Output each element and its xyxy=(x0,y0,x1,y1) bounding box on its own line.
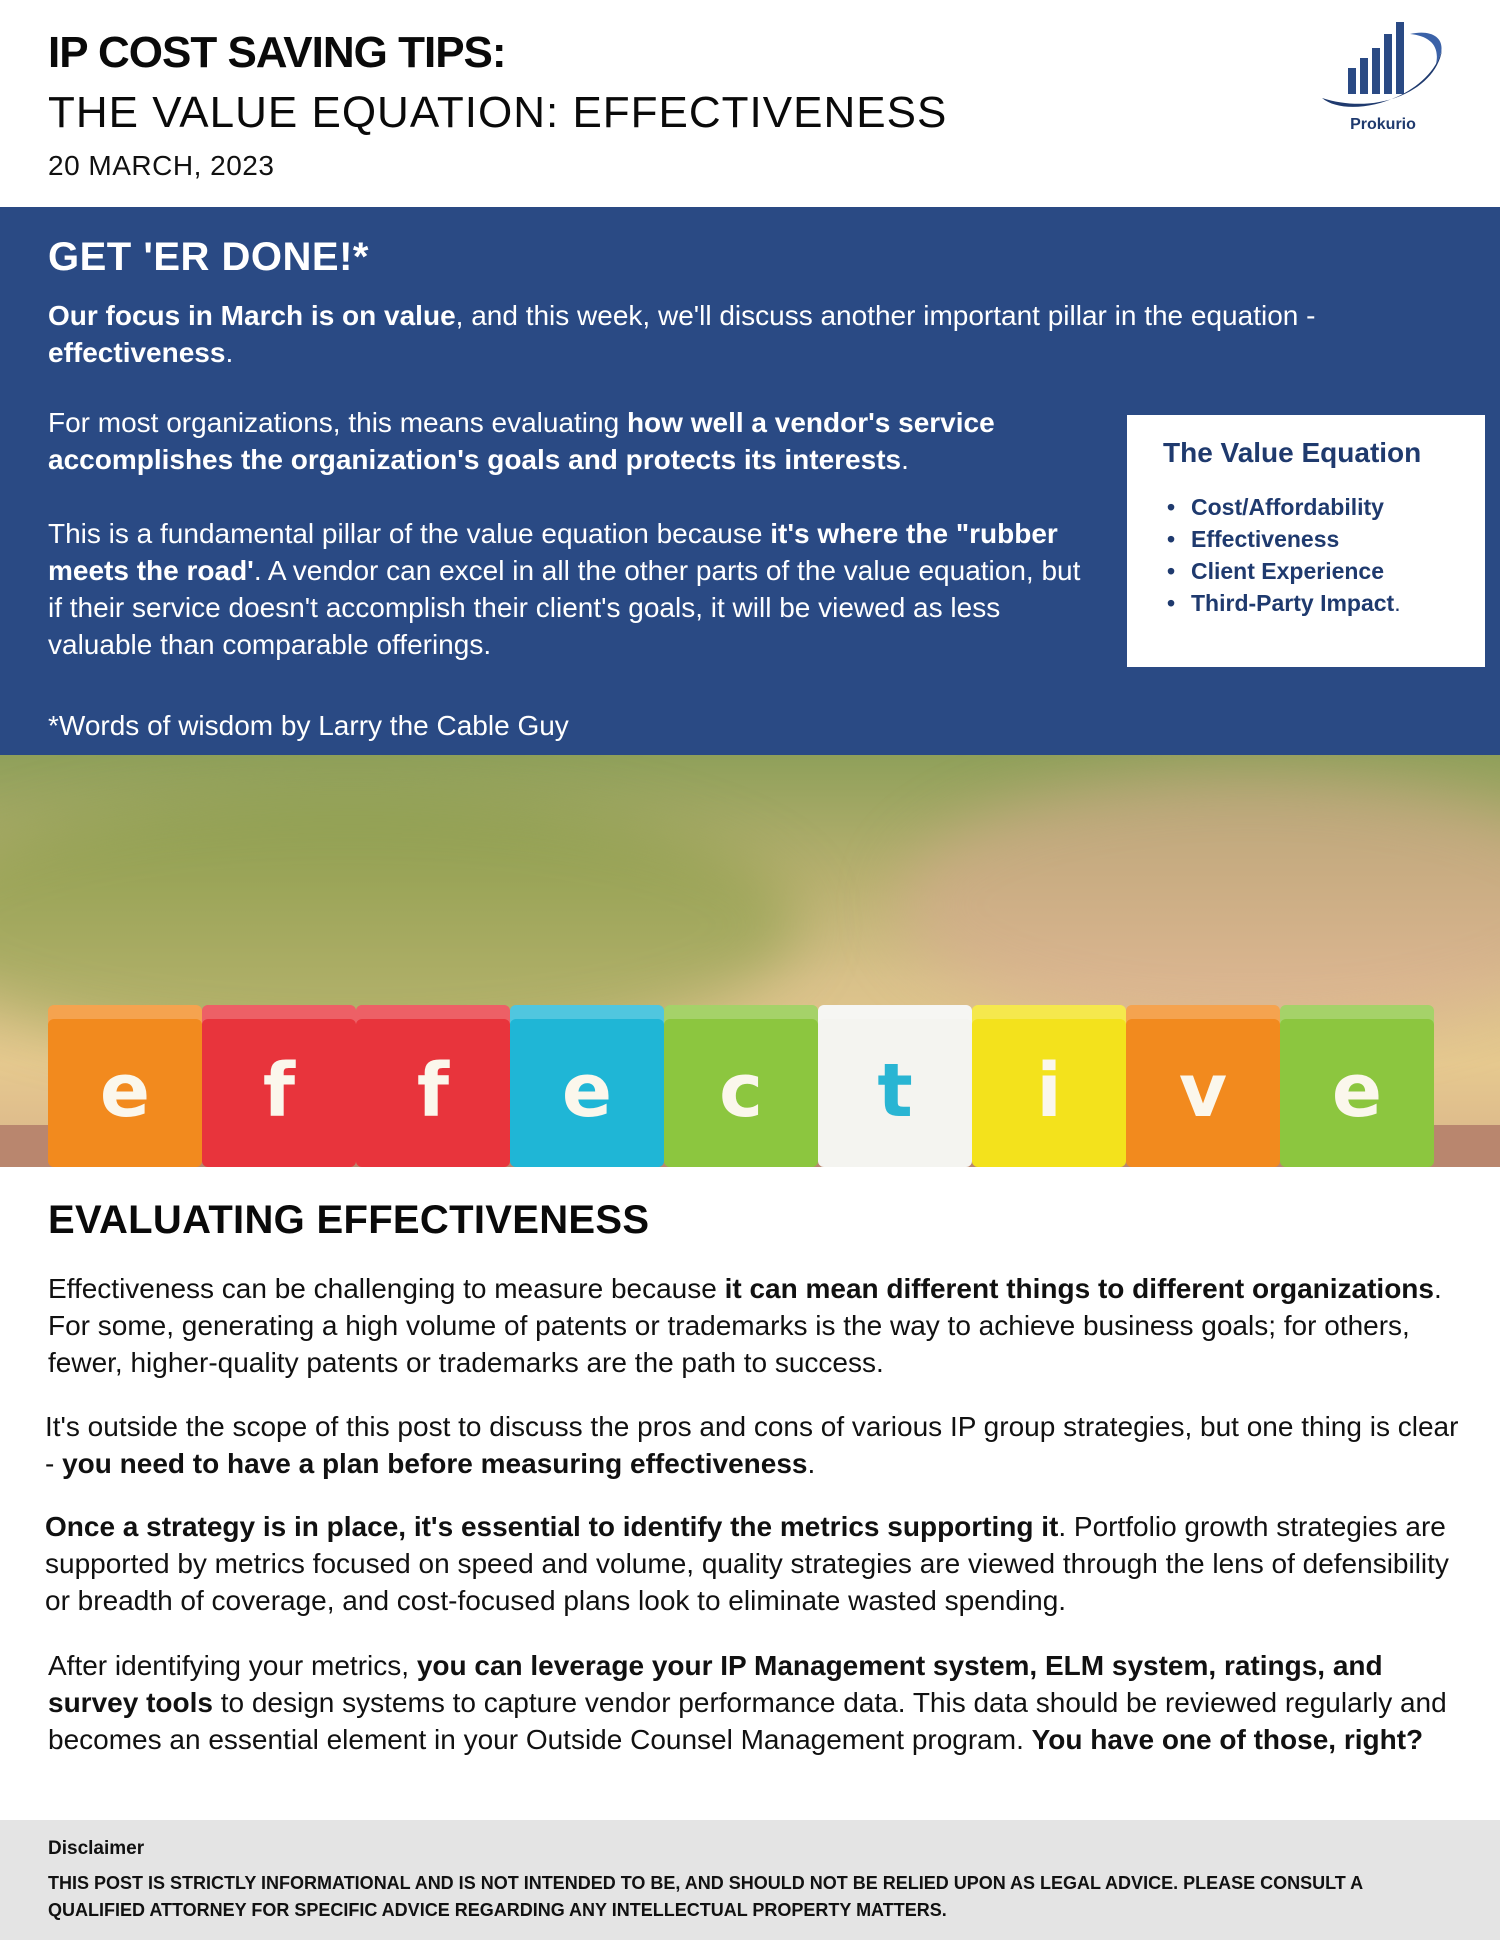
value-item: • Client Experience xyxy=(1163,555,1449,587)
a1-end: . For some, generating a high volume of patents or trademarks is the way to achieve business goals; for others, fewer, higher-quality patents or trademarks are the path to success. xyxy=(48,1273,1442,1378)
intro-p2-end: . xyxy=(901,444,909,475)
block-letter: i xyxy=(1036,1048,1062,1134)
intro-paragraph-3 xyxy=(48,515,1098,663)
block-letter: e xyxy=(561,1048,613,1134)
intro-p2-text: For most organizations, this means evaluating xyxy=(48,407,627,438)
a2-bold: you need to have a plan before measuring effectiveness xyxy=(62,1448,808,1479)
letter-block xyxy=(818,1005,972,1167)
page-header xyxy=(0,0,1500,207)
prokurio-logo xyxy=(1318,20,1448,140)
intro-p1-text: , and this week, we'll discuss another important pillar in the equation - xyxy=(455,300,1316,331)
value-equation-list xyxy=(1163,491,1449,619)
block-letter: e xyxy=(99,1048,151,1134)
letter-block xyxy=(972,1005,1126,1167)
intro-footnote: *Words of wisdom by Larry the Cable Guy xyxy=(48,710,569,741)
bar-chart-logo-icon xyxy=(1318,20,1448,120)
a3-text: . Portfolio growth strategies are supported by metrics focused on speed and volume, quality strategies are viewed through the lens of defensibility or breadth of coverage, and cost-focused plans look to eliminate wasted spending. xyxy=(45,1511,1449,1616)
page-title: IP COST SAVING TIPS: xyxy=(48,28,506,77)
a1-bold: it can mean different things to different organizations xyxy=(724,1273,1434,1304)
background-bokeh xyxy=(900,775,1500,1035)
a4-text: After identifying your metrics, xyxy=(48,1650,417,1681)
block-letter: c xyxy=(719,1048,763,1134)
section-heading: EVALUATING EFFECTIVENESS xyxy=(48,1198,650,1242)
article-paragraph-2 xyxy=(45,1408,1465,1482)
article-paragraph-3 xyxy=(45,1508,1465,1619)
intro-p1-end: . xyxy=(225,337,234,368)
a2-end: . xyxy=(807,1448,816,1479)
disclaimer-section xyxy=(0,1820,1500,1940)
disclaimer-heading: Disclaimer xyxy=(48,1838,145,1859)
letter-block xyxy=(664,1005,818,1167)
value-item: • Effectiveness xyxy=(1163,523,1449,555)
intro-paragraph-2 xyxy=(48,404,1098,478)
letter-block xyxy=(1280,1005,1434,1167)
a2-text: It's outside the scope of this post to discuss the pros and cons of various IP group strategies, but one thing is clear - xyxy=(45,1411,1459,1479)
block-letter: v xyxy=(1178,1048,1228,1134)
article-paragraph-1 xyxy=(48,1270,1468,1381)
block-letter: f xyxy=(416,1048,450,1134)
a4-text-2: to design systems to capture vendor performance data. This data should be reviewed regularly and becomes an essential element in your Outside Counsel Management program. xyxy=(48,1687,1447,1755)
block-letter: e xyxy=(1331,1048,1383,1134)
logo-wordmark: Prokurio xyxy=(1350,116,1416,133)
intro-p1-bold: Our focus in March is on value xyxy=(48,300,456,331)
intro-p3-end: . A vendor can excel in all the other parts of the value equation, but if their service doesn't accomplish their client's goals, it will be viewed as less valuable than comparable offerings. xyxy=(48,555,1081,660)
value-item xyxy=(1163,587,1449,619)
letter-block xyxy=(356,1005,510,1167)
value-item: • Cost/Affordability xyxy=(1163,491,1449,523)
value-equation-box xyxy=(1127,415,1485,667)
intro-p3-bold: it's where the "rubber meets the road' xyxy=(48,518,1058,586)
article-paragraph-4 xyxy=(48,1647,1468,1758)
intro-heading: GET 'ER DONE!* xyxy=(48,235,369,279)
letter-block xyxy=(48,1005,202,1167)
a4-bold: you can leverage your IP Management system, ELM system, ratings, and survey tools xyxy=(48,1650,1383,1718)
intro-section xyxy=(0,207,1500,755)
intro-p3-text: This is a fundamental pillar of the value equation because xyxy=(48,518,771,549)
a3-bold: Once a strategy is in place, it's essential to identify the metrics supporting it xyxy=(45,1511,1059,1542)
value-item-suffix: . xyxy=(1394,590,1401,616)
post-date: 20 MARCH, 2023 xyxy=(48,150,275,181)
block-letter: f xyxy=(262,1048,296,1134)
a1-text: Effectiveness can be challenging to measure because xyxy=(48,1273,725,1304)
intro-p2-bold: how well a vendor's service accomplishes the organization's goals and protects its interests xyxy=(48,407,995,475)
value-item-label: Third-Party Impact xyxy=(1191,590,1395,616)
letter-block xyxy=(202,1005,356,1167)
effective-blocks-photo xyxy=(0,755,1500,1167)
a4-bold-2: You have one of those, right? xyxy=(1031,1724,1424,1755)
page-subtitle: THE VALUE EQUATION: EFFECTIVENESS xyxy=(48,88,948,137)
value-equation-title: The Value Equation xyxy=(1163,437,1422,468)
intro-paragraph-1 xyxy=(48,297,1448,371)
block-letter: t xyxy=(877,1048,913,1134)
intro-p1-bold-2: effectiveness xyxy=(48,337,226,368)
letter-block xyxy=(1126,1005,1280,1167)
disclaimer-text: THIS POST IS STRICTLY INFORMATIONAL AND IS NOT INTENDED TO BE, AND SHOULD NOT BE RELIED UPON AS LEGAL ADVICE. PLEASE CONSULT A QUALIFIED ATTORNEY FOR SPECIFIC ADVICE REGARDING ANY INTELLECTUAL PROPERTY MATTERS. xyxy=(48,1873,1363,1920)
letter-block xyxy=(510,1005,664,1167)
